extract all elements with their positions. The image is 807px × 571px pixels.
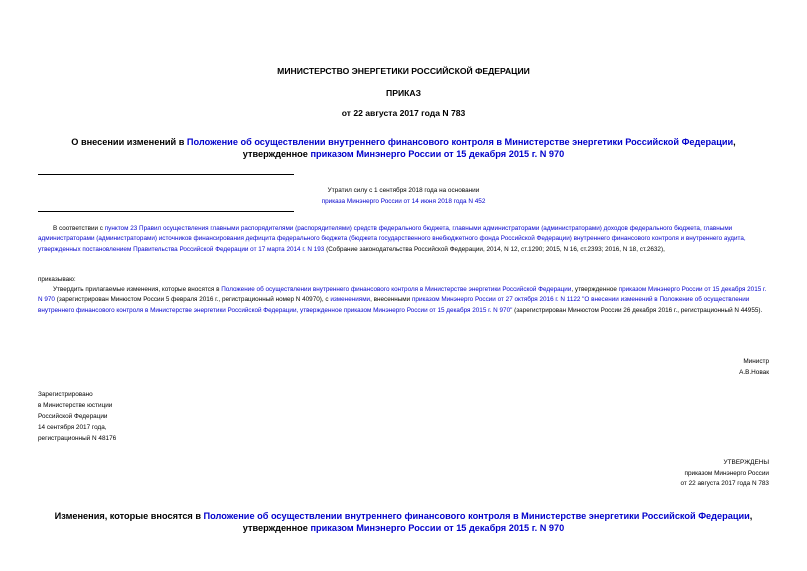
changes-title: [40, 510, 767, 534]
approve-link-changes[interactable]: изменениями: [330, 296, 371, 304]
decree-word: приказываю:: [38, 276, 76, 283]
approve-text-1: Утвердить прилагаемые изменения, которые вносятся в: [53, 286, 222, 293]
title-prefix: О внесении изменений в: [71, 137, 187, 147]
approve-link-order-1122[interactable]: приказом Минэнерго России от 27 октября 2016 г. N 1122 "О внесении изменений в Положение об осуществлении внутреннего финансового контроля в Министерстве энергетики Российской Федерации, утвержденное приказом Минэнерго России от 15 декабря 2015 г. N 970": [38, 296, 750, 314]
approve-text-4: , внесенными: [370, 296, 412, 304]
signature-position: Министр: [743, 358, 769, 365]
registration-line-1: Зарегистрировано: [38, 391, 93, 398]
title-middle: , утвержденное: [242, 137, 736, 159]
changes-title-prefix: Изменения, которые вносятся в: [54, 511, 204, 521]
approve-link-regulation[interactable]: Положение об осуществлении внутреннего финансового контроля в Министерстве энергетики Российской Федерации: [221, 286, 572, 293]
approve-text-2: , утвержденное: [571, 286, 619, 293]
preamble-paragraph: [38, 224, 769, 255]
approve-text-3: (зарегистрирован Минюстом России 5 февраля 2016 г., регистрационный номер N 40970), с: [54, 296, 331, 304]
registration-line-3: Российской Федерации: [38, 413, 108, 421]
title-link-regulation[interactable]: Положение об осуществлении внутреннего финансового контроля в Министерстве энергетики Российской Федерации: [186, 137, 734, 147]
approve-link-order-970[interactable]: приказом Минэнерго России от 15 декабря 2015 г. N 970: [38, 286, 767, 304]
approved-line-3: от 22 августа 2017 года N 783: [680, 480, 769, 487]
approved-block: [681, 458, 770, 490]
approved-line-2: приказом Минэнерго России: [684, 469, 769, 477]
approve-text-5: (зарегистрирован Минюстом России 26 декабря 2016 г., регистрационный N 44955).: [512, 306, 763, 314]
changes-title-middle: , утвержденное: [242, 511, 753, 533]
ministry-heading: МИНИСТЕРСТВО ЭНЕРГЕТИКИ РОССИЙСКОЙ ФЕДЕРАЦИИ: [277, 66, 530, 76]
title-link-order-970[interactable]: приказом Минэнерго России от 15 декабря 2015 г. N 970: [310, 149, 565, 159]
preamble-link-rules[interactable]: пунктом 23 Правил осуществления главными распорядителями (распорядителями) средств федерального бюджета, главными администраторами (администраторами) доходов федерального бюджета, главными администраторами (администраторами) источников финансирования дефицита федерального бюджета (бюджета государственного внебюджетного фонда Российской Федерации) внутреннего финансового контроля и внутреннего аудита, утвержденных постановлением Правительства Российской Федерации от 17 марта 2014 г. N 193: [38, 225, 746, 253]
registration-line-5: регистрационный N 48176: [38, 435, 117, 443]
preamble-text-2: (Собрание законодательства Российской Федерации, 2014, N 12, ст.1290; 2015, N 16, ст.2393; 2016, N 18, ст.2632),: [324, 245, 665, 253]
signature-name: А.В.Новак: [739, 368, 769, 376]
registration-line-4: 14 сентября 2017 года,: [38, 424, 107, 432]
order-heading: ПРИКАЗ: [386, 88, 421, 98]
preamble-text-1: В соответствии с: [53, 225, 105, 232]
registration-block: [38, 389, 116, 444]
lapsed-text: Утратил силу с 1 сентября 2018 года на основании: [327, 187, 480, 194]
document-title: [40, 136, 767, 160]
order-date: от 22 августа 2017 года N 783: [341, 108, 466, 118]
separator-top: [38, 174, 294, 175]
signature-block: [739, 357, 769, 378]
registration-line-2: в Министерстве юстиции: [38, 402, 113, 410]
approved-line-1: УТВЕРЖДЕНЫ: [723, 459, 769, 466]
separator-bottom: [38, 211, 294, 212]
changes-title-link-order-970[interactable]: приказом Минэнерго России от 15 декабря 2015 г. N 970: [310, 523, 565, 533]
lapsed-link[interactable]: приказа Минэнерго России от 14 июня 2018 года N 452: [321, 197, 486, 205]
approve-paragraph: [38, 285, 769, 316]
lapsed-notice: [0, 186, 807, 207]
changes-title-link-regulation[interactable]: Положение об осуществлении внутреннего финансового контроля в Министерстве энергетики Российской Федерации: [203, 511, 750, 521]
